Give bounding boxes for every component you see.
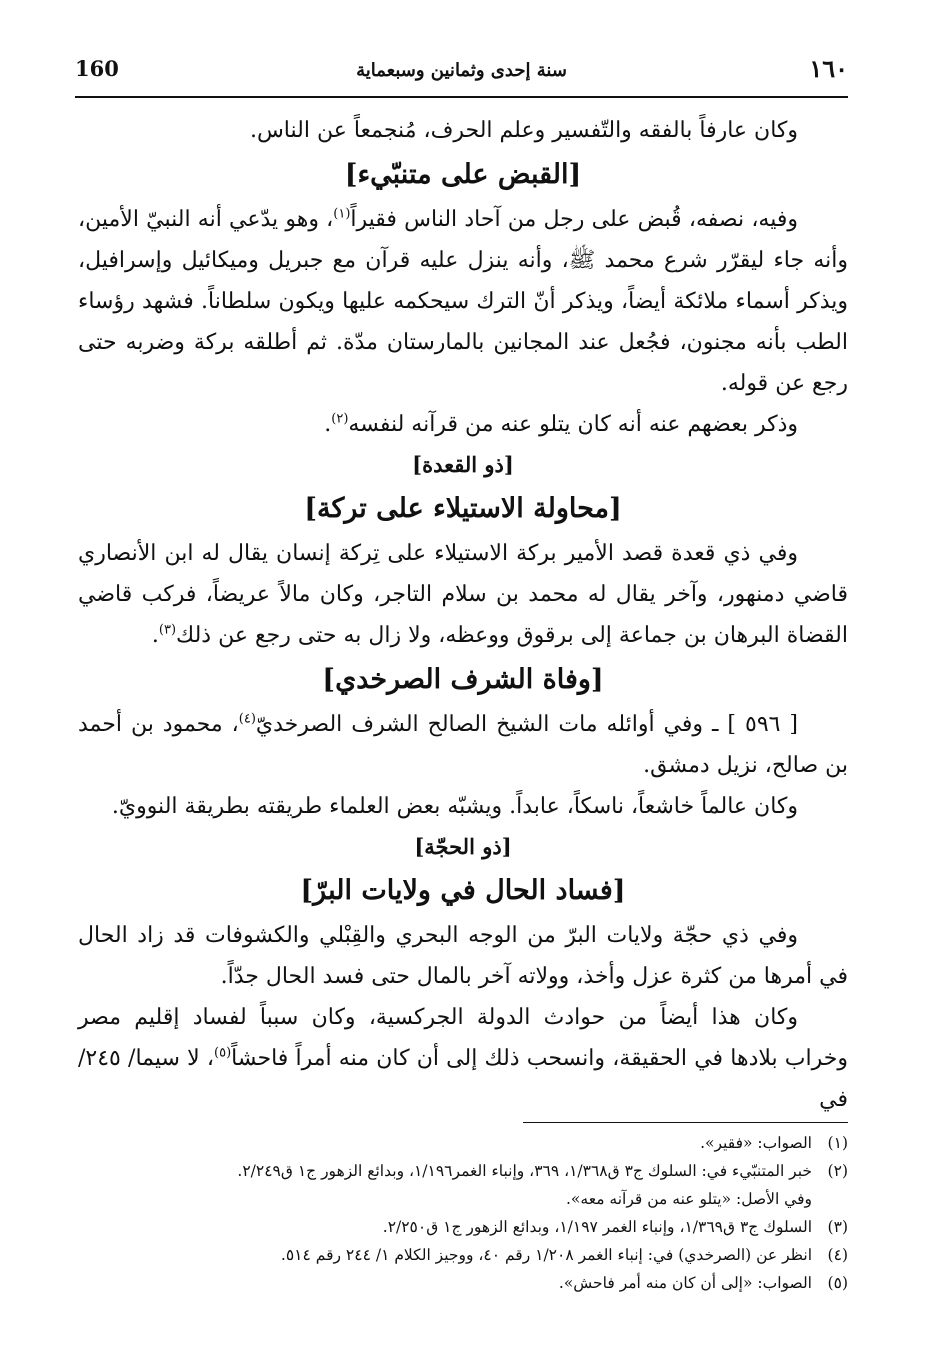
text-run: وفي ذي قعدة قصد الأمير بركة الاستيلاء على تِركة إنسان يقال له ابن الأنصاري قاضي دمنهور، وآخر يقال له محمد بن سلام التاجر، وكان مالاً عريضاً، فركب قاضي القضاة البرهان بن جماعة إلى برقوق ووعظه، ولا زال به حتى رجع عن ذلك xyxy=(78,541,848,648)
footnote xyxy=(78,1157,848,1185)
footnote-number: (٣) xyxy=(827,1218,848,1236)
text-run: . xyxy=(151,623,159,648)
footnote xyxy=(78,1241,848,1269)
footnote-ref-5: (٥) xyxy=(214,1045,232,1061)
paragraph-intro: وكان عارفاً بالفقه والتّفسير وعلم الحرف، مُنجمعاً عن الناس. xyxy=(249,118,798,143)
footnote-number: (١) xyxy=(827,1134,848,1152)
text-run: . xyxy=(324,412,332,437)
text-run: [ ٥٩٦ ] ـ وفي أوائله مات الشيخ الصالح الشرف الصرخديّ xyxy=(255,712,799,737)
heading-corruption: [فساد الحال في ولايات البرّ] xyxy=(300,875,626,906)
paragraph-death xyxy=(78,704,848,786)
footnote xyxy=(78,1213,848,1241)
footnote-text: خبر المتنبّيء في: السلوك ج٣ ق١/٣٦٨، ٣٦٩، وإنباء الغمر١/١٩٦، وبدائع الزهور ج١ ق٢/٢٤٩. xyxy=(237,1162,812,1180)
footnote-divider xyxy=(523,1122,848,1123)
page-body xyxy=(78,110,848,1120)
text-run: ، وهو يدّعي أنه النبيّ الأمين، وأنه جاء ليقرّر شرع محمد ﷺ، وأنه ينزل عليه قرآن مع جبريل وميكائيل وإسرافيل، ويذكر أسماء ملائكة أيضاً، ويذكر أنّ الترك سيحكمه عليها ويكون سلطاناً. فشهد رؤساء الطب بأنه مجنون، فجُعل عند المجانين بالمارستان مدّة. ثم أطلقه بركة وضربه حتى رجع عن قوله. xyxy=(78,207,848,396)
heading-estate: [محاولة الاستيلاء على تركة] xyxy=(304,493,622,524)
heading-arrest: [القبض على متنبّيء] xyxy=(344,159,582,190)
running-title: سنة إحدى وثمانين وسبعماية xyxy=(356,60,567,81)
paragraph-corruption-2 xyxy=(78,997,848,1120)
footnote-text: انظر عن (الصرخدي) في: إنباء الغمر ١/٢٠٨ رقم ٤٠، ووجيز الكلام ١/ ٢٤٤ رقم ٥١٤. xyxy=(280,1246,812,1264)
paragraph-arrest xyxy=(78,199,848,404)
heading-dhu-al-qada: [ذو القعدة] xyxy=(412,452,514,477)
footnote-text: الصواب: «إلى أن كان منه أمر فاحش». xyxy=(558,1274,812,1292)
heading-dhu-al-hijja: [ذو الحجّة] xyxy=(414,834,512,859)
footnote-text: السلوك ج٣ ق١/٣٦٩، وإنباء الغمر ١/١٩٧، وبدائع الزهور ج١ ق٢/٢٥٠. xyxy=(382,1218,812,1236)
page-header xyxy=(75,48,848,98)
text-run: ، محمود بن أحمد بن صالح، نزيل دمشق. xyxy=(78,712,848,778)
text-run: وفيه، نصفه، قُبض على رجل من آحاد الناس فقيراً xyxy=(350,207,798,232)
footnote xyxy=(78,1129,848,1157)
paragraph-death-2: وكان عالماً خاشعاً، ناسكاً، عابداً. ويشبّه بعض العلماء طريقته بطريقة النوويّ. xyxy=(111,794,798,819)
footnote xyxy=(78,1269,848,1297)
footnote-ref-2: (٢) xyxy=(331,411,349,427)
footnote-number: (٤) xyxy=(827,1246,848,1264)
page-number-latin: 160 xyxy=(75,56,119,81)
page-number-arabic: ١٦٠ xyxy=(809,54,848,83)
text-run: وذكر بعضهم عنه أنه كان يتلو عنه من قرآنه لنفسه xyxy=(348,412,798,437)
heading-death: [وفاة الشرف الصرخدي] xyxy=(322,664,604,695)
text-run: ، لا سيما/ ٢٤٥/ في xyxy=(78,1046,848,1112)
footnote-ref-1: (١) xyxy=(333,206,351,222)
paragraph-arrest-2 xyxy=(78,404,848,445)
footnote-continuation: وفي الأصل: «يتلو عنه من قرآنه معه». xyxy=(566,1190,812,1208)
footnote-text: الصواب: «فقير». xyxy=(700,1134,812,1152)
footnote-number: (٥) xyxy=(827,1274,848,1292)
footnotes xyxy=(78,1122,848,1297)
footnote-number: (٢) xyxy=(827,1162,848,1180)
footnote-ref-4: (٤) xyxy=(238,711,256,727)
text-run: وكان هذا أيضاً من حوادث الدولة الجركسية، وكان سبباً لفساد إقليم مصر وخراب بلادها في الحقيقة، وانسحب ذلك إلى أن كان منه أمراً فاحشاً xyxy=(78,1005,848,1071)
paragraph-estate xyxy=(78,533,848,656)
paragraph-corruption-1: وفي ذي حجّة ولايات البرّ من الوجه البحري والقِبْلي والكشوفات قد زاد الحال في أمرها من كثرة عزل وأخذ، وولاته آخر بالمال حتى فسد الحال جدّاً. xyxy=(78,923,848,989)
footnote-ref-3: (٣) xyxy=(158,622,177,638)
